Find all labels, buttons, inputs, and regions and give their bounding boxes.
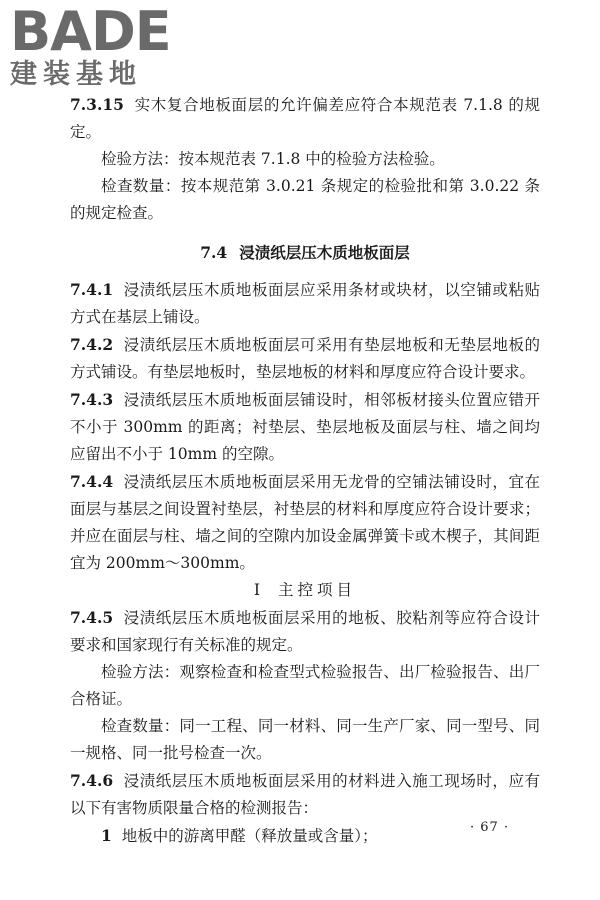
- page-number: · 67 ·: [470, 820, 510, 835]
- item-number: 1: [101, 826, 112, 845]
- inspection-method: 检验方法：观察检查和检查型式检验报告、出厂检验报告、出厂合格证。: [70, 663, 540, 708]
- section-title-text: 浸渍纸层压木质地板面层: [239, 243, 410, 262]
- clause-number: 7.4.2: [70, 335, 114, 354]
- clause-number: 7.4.1: [70, 280, 114, 299]
- logo-chinese-text: 建装基地: [10, 59, 142, 90]
- clause-number: 7.3.15: [70, 95, 124, 114]
- clause-7-3-15: [70, 91, 540, 146]
- clause-text: 浸渍纸层压木质地板面层可采用有垫层地板和无垫层地板的方式铺设。有垫层地板时，垫层地板的材料和厚度应符合设计要求。: [70, 336, 540, 381]
- inspection-quantity: 检查数量：按本规范第 3.0.21 条规定的检验批和第 3.0.22 条的规定检查。: [70, 177, 540, 222]
- clause-text: 实木复合地板面层的允许偏差应符合本规范表 7.1.8 的规定。: [70, 96, 540, 141]
- inspection-quantity: 检查数量：同一工程、同一材料、同一生产厂家、同一型号、同一规格、同一批号检查一次。: [70, 717, 540, 762]
- clause-7-4-3: [70, 386, 540, 468]
- clause-7-4-2: [70, 331, 540, 386]
- document-body: [70, 91, 540, 850]
- inspection-method: 检验方法：按本规范表 7.1.8 中的检验方法检验。: [101, 150, 445, 168]
- clause-7-4-5: [70, 604, 540, 659]
- logo-latin-text: BADE: [10, 0, 171, 63]
- clause-text: 浸渍纸层压木质地板面层应采用条材或块材，以空铺或粘贴方式在基层上铺设。: [70, 281, 540, 326]
- clause-7-4-4: [70, 468, 540, 577]
- subsection-title-text: 主控项目: [278, 581, 357, 599]
- section-number: 7.4: [200, 243, 228, 262]
- bade-logo: [8, 0, 183, 92]
- subsection-title: [70, 577, 540, 604]
- clause-number: 7.4.3: [70, 390, 114, 409]
- clause-text: 浸渍纸层压木质地板面层采用的地板、胶粘剂等应符合设计要求和国家现行有关标准的规定。: [70, 609, 540, 654]
- clause-number: 7.4.6: [70, 771, 114, 790]
- section-title-7-4: [70, 239, 540, 266]
- subsection-roman: Ⅰ: [253, 581, 265, 599]
- clause-text: 浸渍纸层压木质地板面层铺设时，相邻板材接头位置应错开不小于 300mm 的距离；衬垫层、垫层地板及面层与柱、墙之间均应留出不小于 10mm 的空隙。: [70, 391, 540, 463]
- clause-text: 浸渍纸层压木质地板面层采用的材料进入施工现场时，应有以下有害物质限量合格的检测报告：: [70, 772, 540, 817]
- item-text: 地板中的游离甲醛（释放量或含量）；: [121, 827, 378, 845]
- clause-number: 7.4.4: [70, 472, 114, 491]
- clause-7-4-1: [70, 276, 540, 331]
- clause-7-4-6: [70, 767, 540, 822]
- clause-text: 浸渍纸层压木质地板面层采用无龙骨的空铺法铺设时，宜在面层与基层之间设置衬垫层，衬垫层的材料和厚度应符合设计要求；并应在面层与柱、墙之间的空隙内加设金属弹簧卡或木楔子，其间距宜为 200mm～300mm。: [70, 473, 540, 572]
- clause-number: 7.4.5: [70, 608, 114, 627]
